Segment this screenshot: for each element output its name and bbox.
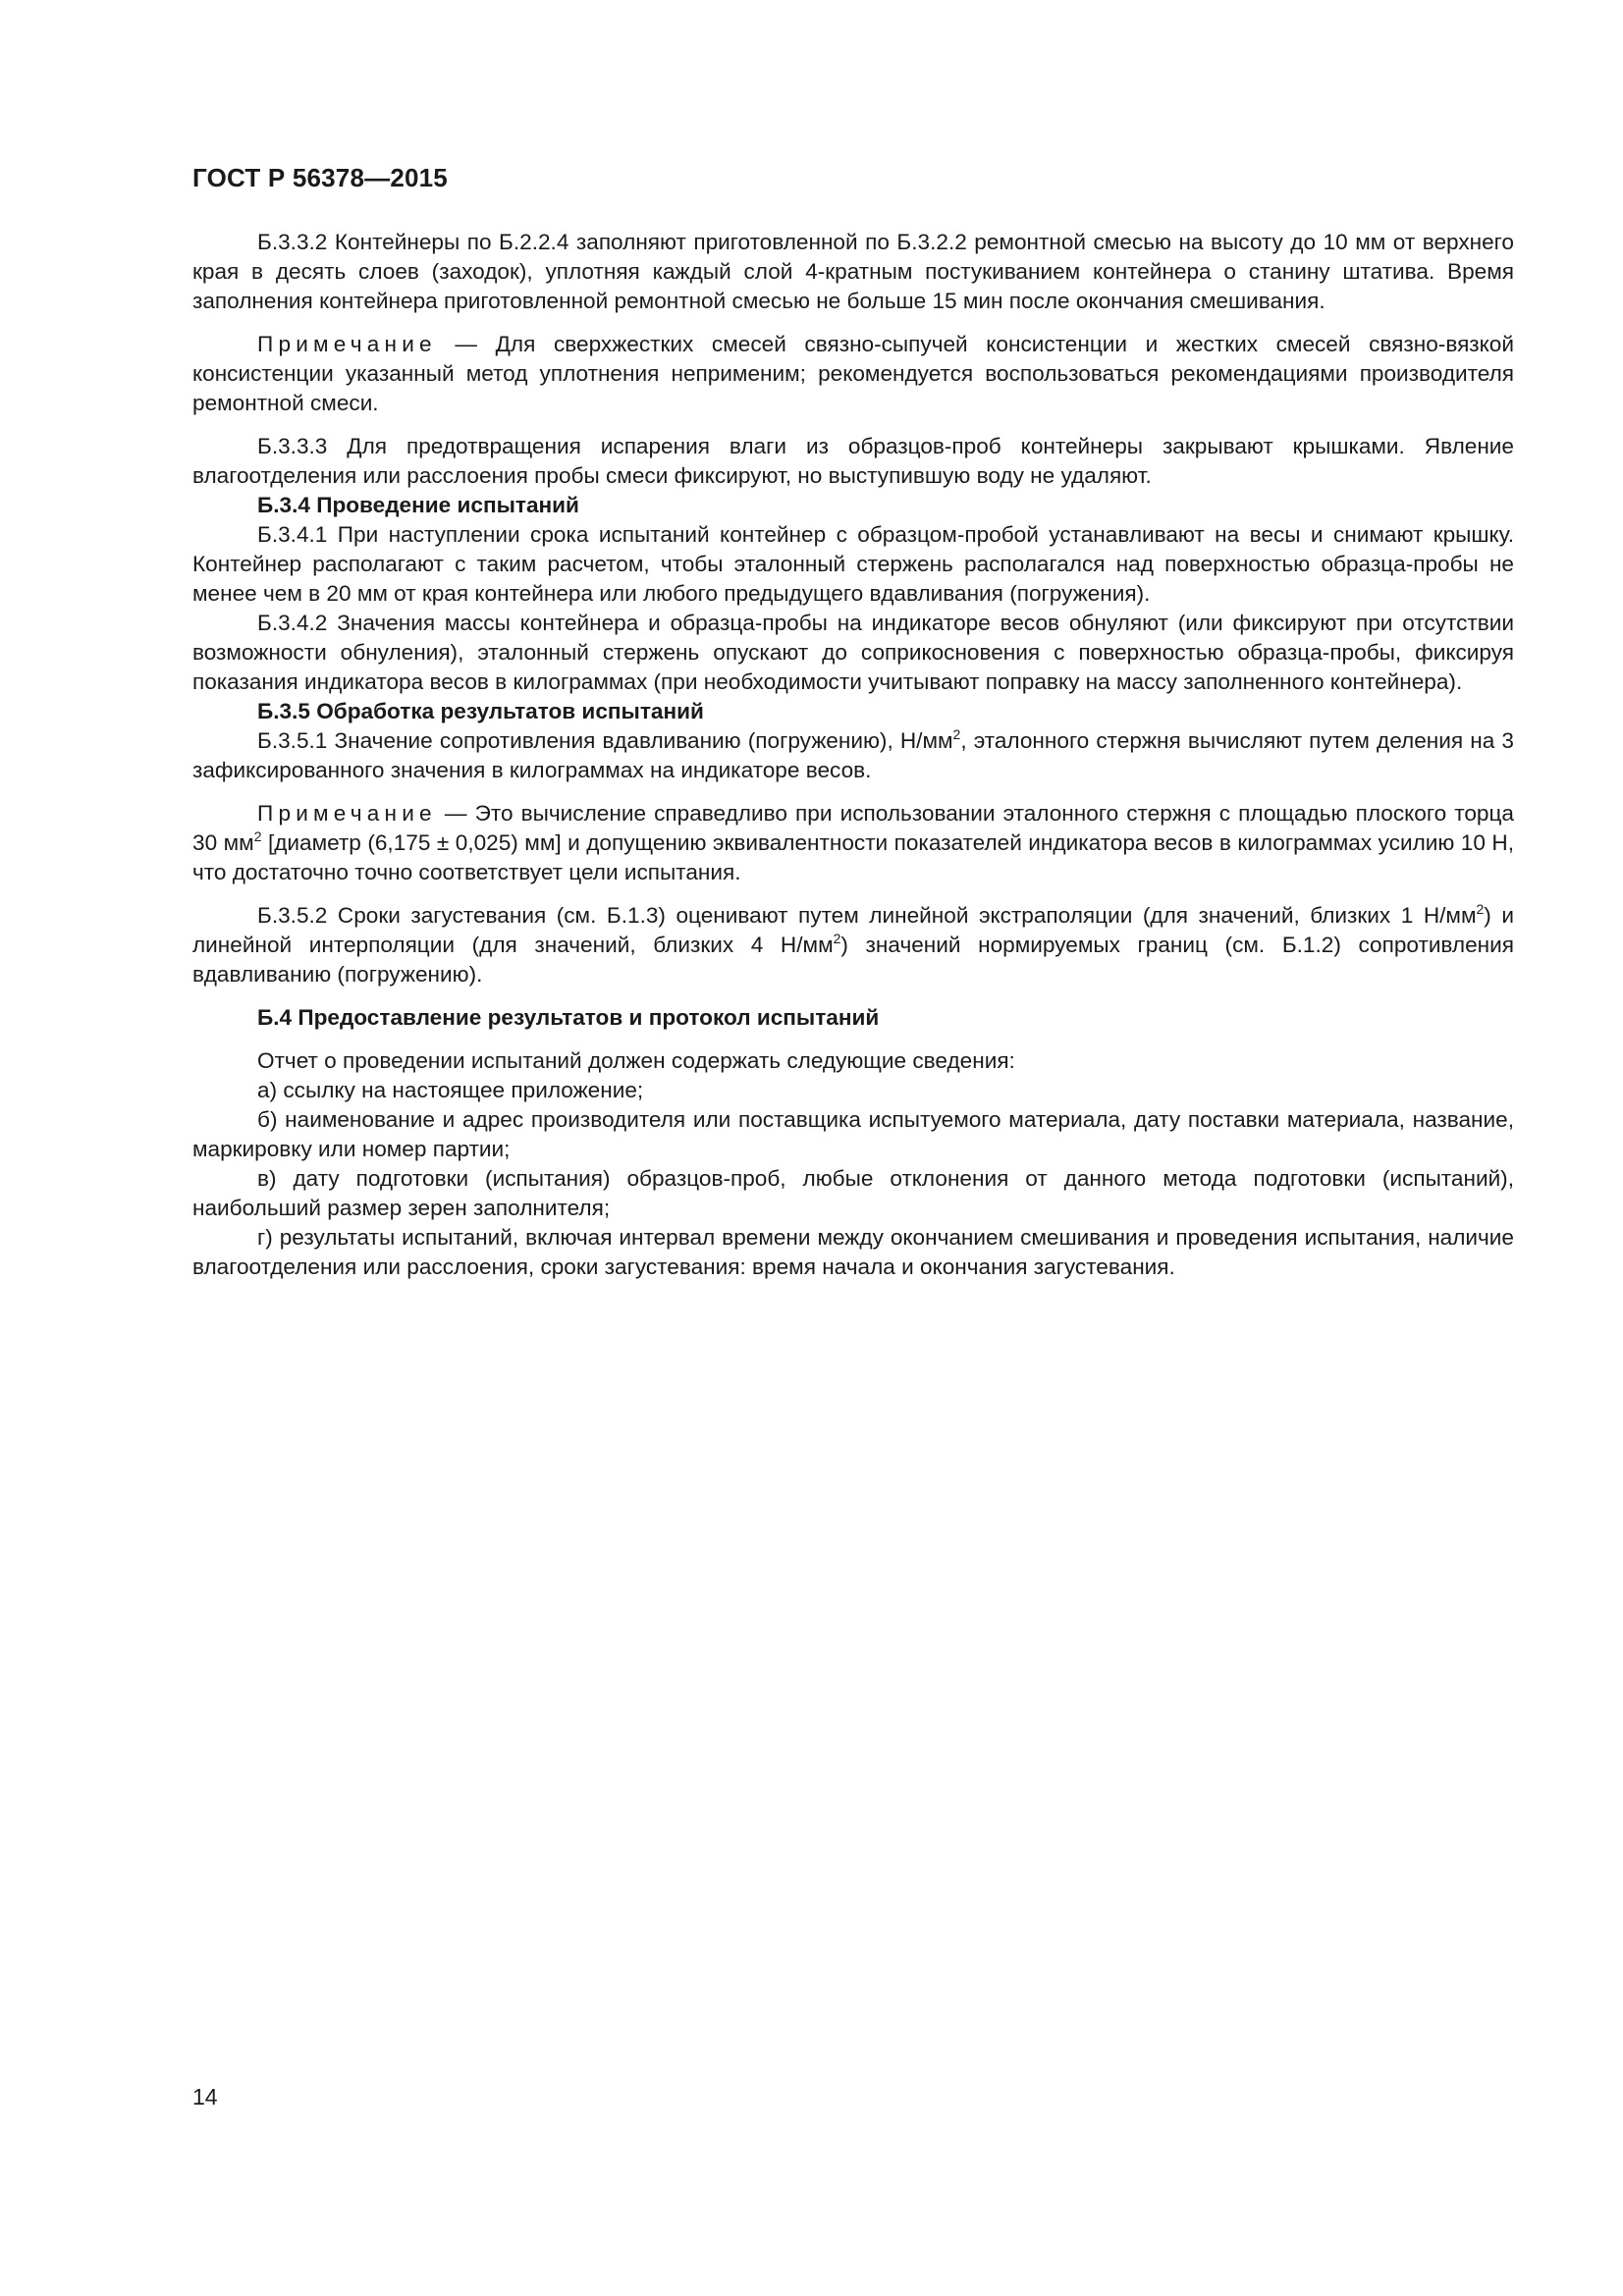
note-text: — Для сверхжестких смесей связно-сыпучей консистенции и жестких смесей связно-вязкой консистенции указанный метод уплотнения неприменим; рекомендуется воспользоваться рекомендациями производителя ремонтной смеси. (192, 332, 1514, 415)
paragraph-b3-3-2: Б.3.3.2 Контейнеры по Б.2.2.4 заполняют приготовленной по Б.3.2.2 ремонтной смесью на высоту до 10 мм от верхнего края в десять слоев (заходок), уплотняя каждый слой 4-кратным постукиванием контейнера о станину штатива. Время заполнения контейнера приготовленной ремонтной смесью не больше 15 мин после окончания смешивания. (192, 230, 1514, 313)
superscript: 2 (1476, 901, 1485, 917)
text-run: ) значений нормируемых границ (см. Б.1.2) сопротивления вдавливанию (погружению). (192, 933, 1514, 987)
note-1 (192, 330, 1514, 418)
page-body (192, 228, 1514, 1282)
list-item-d: г) результаты испытаний, включая интервал времени между окончанием смешивания и проведения испытания, наличие влагоотделения или расслоения, сроки загустевания: время начала и окончания загустевания. (192, 1225, 1514, 1279)
paragraph-b3-5-2 (192, 901, 1514, 989)
heading-b4: Б.4 Предоставление результатов и протокол испытаний (257, 1005, 880, 1030)
paragraph-b3-4-2: Б.3.4.2 Значения массы контейнера и образца-пробы на индикаторе весов обнуляют (или фиксируют при отсутствии возможности обнуления), эталонный стержень опускают до соприкосновения с поверхностью образца-пробы, фиксируя показания индикатора весов в килограммах (при необходимости учитывают поправку на массу заполненного контейнера). (192, 611, 1514, 694)
superscript: 2 (253, 828, 262, 844)
text-run: [диаметр (6,175 ± 0,025) мм] и допущению эквивалентности показателей индикатора весов в килограммах усилию 10 Н, что достаточно точно соответствует цели испытания. (192, 830, 1514, 884)
list-item-b: б) наименование и адрес производителя или поставщика испытуемого материала, дату поставки материала, название, маркировку или номер партии; (192, 1107, 1514, 1161)
superscript: 2 (952, 726, 961, 742)
note-label: Примечание (257, 332, 437, 356)
text-run: — Это вычисление справедливо при использовании эталонного стержня с площадью плоского торца 30 мм (192, 801, 1514, 855)
document-header: ГОСТ Р 56378—2015 (192, 163, 448, 192)
note-2 (192, 799, 1514, 887)
paragraph-b3-4-1: Б.3.4.1 При наступлении срока испытаний контейнер с образцом-пробой устанавливают на весы и снимают крышку. Контейнер располагают с таким расчетом, чтобы эталонный стержень располагался над поверхностью образца-пробы не менее чем в 20 мм от края контейнера или любого предыдущего вдавливания (погружения). (192, 522, 1514, 606)
page-number: 14 (192, 2084, 218, 2109)
paragraph-b3-5-1 (192, 726, 1514, 785)
paragraph-b3-3-3: Б.3.3.3 Для предотвращения испарения влаги из образцов-проб контейнеры закрывают крышками. Явление влагоотделения или расслоения пробы смеси фиксируют, но выступившую воду не удаляют. (192, 434, 1514, 488)
list-item-a: а) ссылку на настоящее приложение; (257, 1078, 644, 1102)
paragraph-report-intro: Отчет о проведении испытаний должен содержать следующие сведения: (257, 1048, 1015, 1073)
text-run: ) и линейной интерполяции (для значений, близких 4 Н/мм (192, 903, 1514, 957)
list-item-c: в) дату подготовки (испытания) образцов-проб, любые отклонения от данного метода подготовки (испытаний), наибольший размер зерен заполнителя; (192, 1166, 1514, 1220)
heading-b3-4: Б.3.4 Проведение испытаний (257, 493, 579, 517)
note-label: Примечание (257, 801, 437, 826)
text-run: , эталонного стержня вычисляют путем деления на 3 зафиксированного значения в килограммах на индикаторе весов. (192, 728, 1514, 782)
text-run: Б.3.5.2 Сроки загустевания (см. Б.1.3) оценивают путем линейной экстраполяции (для значений, близких 1 Н/мм (257, 903, 1477, 928)
heading-b3-5: Б.3.5 Обработка результатов испытаний (257, 699, 704, 723)
superscript: 2 (833, 931, 841, 946)
text-run: Б.3.5.1 Значение сопротивления вдавливанию (погружению), Н/мм (257, 728, 953, 753)
